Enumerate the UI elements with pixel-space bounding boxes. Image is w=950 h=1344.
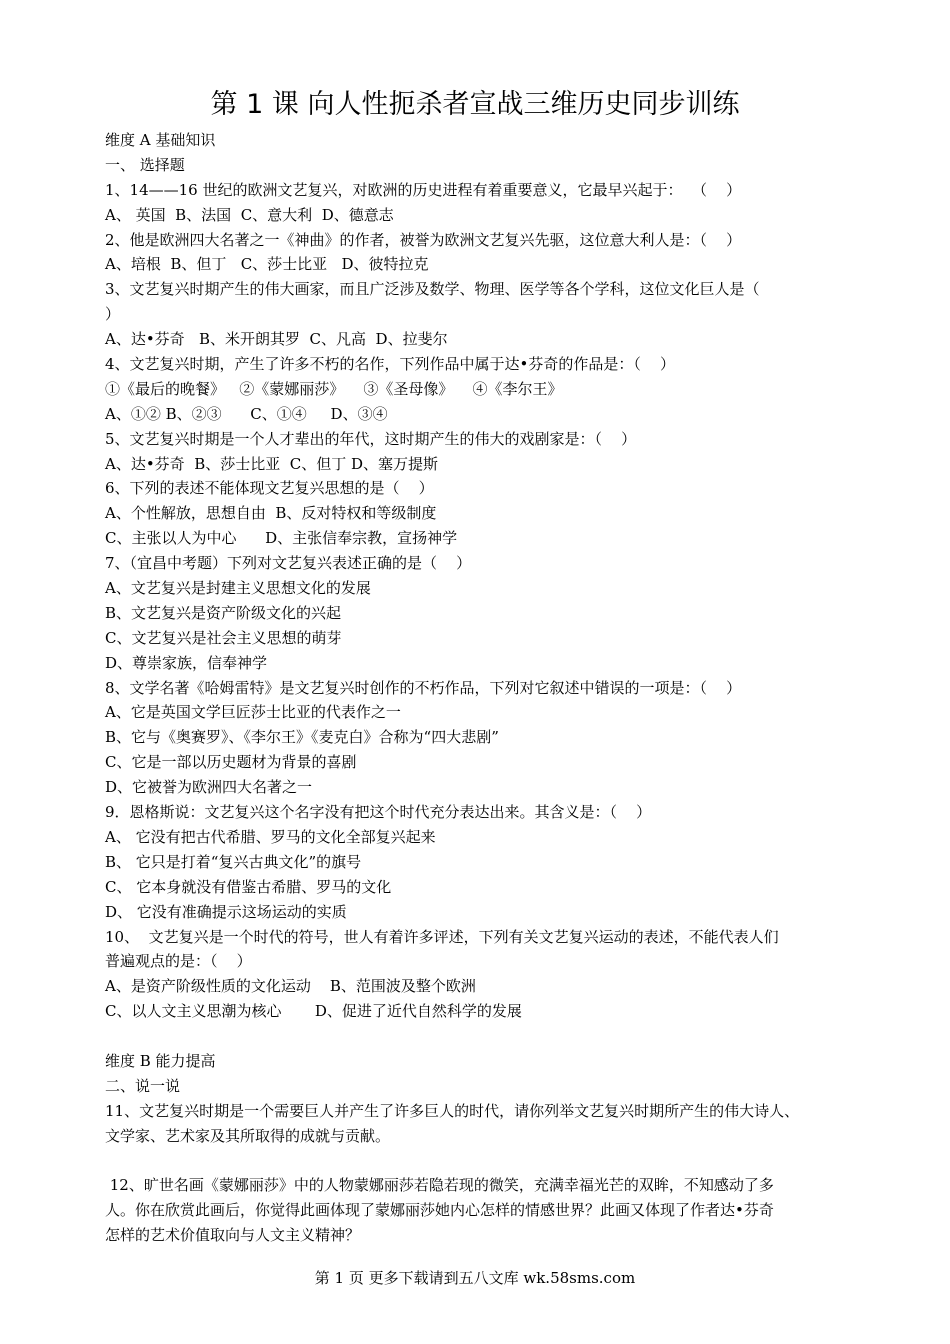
text-line: D、尊崇家族，信奉神学 (105, 653, 268, 672)
text-line: 人。你在欣赏此画后，你觉得此画体现了蒙娜丽莎她内心怎样的情感世界？此画又体现了作者达•芬奇 (105, 1201, 774, 1220)
text-line: A、文艺复兴是封建主义思想文化的发展 (105, 579, 371, 598)
section-a-heading: 维度 A 基础知识 (105, 131, 216, 149)
text-line: 10、 文艺复兴是一个时代的符号，世人有着许多评述，下列有关文艺复兴运动的表述，不能代表人们 (105, 927, 779, 946)
text-line: ） (105, 305, 121, 324)
text-line: ①《最后的晚餐》 ②《蒙娜丽莎》 ③《圣母像》 ④《李尔王》 (105, 379, 563, 398)
text-line: 9．恩格斯说：文艺复兴这个名字没有把这个时代充分表达出来。其含义是：（ ） (105, 803, 652, 822)
text-line: 1、14——16 世纪的欧洲文艺复兴，对欧洲的历史进程有着重要意义，它最早兴起于： （ ） (105, 180, 742, 199)
text-line: C、以人文主义思潮为核心 D、促进了近代自然科学的发展 (105, 1002, 522, 1021)
section-a-part-label: 一、 选择题 (105, 155, 185, 174)
text-line: 5、文艺复兴时期是一个人才辈出的年代，这时期产生的伟大的戏剧家是：（ ） (105, 429, 637, 448)
text-line: A、 英国 B、法国 C、意大利 D、德意志 (105, 205, 394, 224)
document-body (105, 128, 875, 1248)
text-line: C、主张以人为中心 D、主张信奉宗教，宣扬神学 (105, 529, 458, 548)
page-title: 第 1 课 向人性扼杀者宣战三维历史同步训练 (210, 89, 740, 120)
text-line: D、它被誉为欧洲四大名著之一 (105, 778, 313, 797)
section-b-part-label: 二、说一说 (105, 1076, 181, 1095)
text-line: A、个性解放，思想自由 B、反对特权和等级制度 (105, 504, 437, 523)
text-line: B、 它只是打着“复兴古典文化”的旗号 (105, 852, 362, 871)
section-b-heading: 维度 B 能力提高 (105, 1051, 216, 1070)
text-line: 11、文艺复兴时期是一个需要巨人并产生了许多巨人的时代，请你列举文艺复兴时期所产生的伟大诗人、 (105, 1101, 800, 1120)
section-a-questions (105, 178, 875, 1024)
text-line: 6、下列的表述不能体现文艺复兴思想的是（ ） (105, 479, 434, 498)
text-line: A、 它没有把古代希腊、罗马的文化全部复兴起来 (105, 827, 436, 846)
text-line: A、①② B、②③ C、①④ D、③④ (105, 404, 388, 423)
blank-line (105, 1149, 875, 1174)
text-line: 2、他是欧洲四大名著之一《神曲》的作者，被誉为欧洲文艺复兴先驱，这位意大利人是：（ ） (105, 230, 742, 249)
text-line: A、培根 B、但丁 C、莎士比亚 D、彼特拉克 (105, 255, 429, 274)
text-line: B、它与《奥赛罗》、《李尔王》《麦克白》合称为“四大悲剧” (105, 728, 499, 747)
text-line: B、文艺复兴是资产阶级文化的兴起 (105, 603, 342, 622)
page-footer: 第 1 页 更多下载请到五八文库 wk.58sms.com (314, 1269, 636, 1287)
text-line: D、 它没有准确提示这场运动的实质 (105, 902, 347, 921)
text-line: 怎样的艺术价值取向与人文主义精神？ (105, 1226, 361, 1245)
text-line: 4、文艺复兴时期，产生了许多不朽的名作，下列作品中属于达•芬奇的作品是：（ ） (105, 355, 675, 374)
text-line: 文学家、艺术家及其所取得的成就与贡献。 (105, 1126, 391, 1145)
text-line: 3、文艺复兴时期产生的伟大画家，而且广泛涉及数学、物理、医学等各个学科，这位文化巨人是（ (105, 280, 760, 299)
question-11 (105, 1099, 875, 1149)
text-line: 普遍观点的是：（ ） (105, 952, 252, 971)
text-line: 7、（宜昌中考题）下列对文艺复兴表述正确的是（ ） (105, 554, 472, 573)
text-line: A、是资产阶级性质的文化运动 B、范围波及整个欧洲 (105, 977, 476, 996)
text-line: A、达•芬奇 B、莎士比亚 C、但丁 D、塞万提斯 (105, 454, 439, 473)
question-12 (105, 1173, 875, 1248)
text-line: C、 它本身就没有借鉴古希腊、罗马的文化 (105, 877, 392, 896)
text-line: 8、文学名著《哈姆雷特》是文艺复兴时创作的不朽作品，下列对它叙述中错误的一项是：（ ） (105, 678, 742, 697)
text-line: 12、旷世名画《蒙娜丽莎》中的人物蒙娜丽莎若隐若现的微笑，充满幸福光芒的双眸，不知感动了多 (105, 1176, 774, 1195)
text-line: C、文艺复兴是社会主义思想的萌芽 (105, 628, 342, 647)
text-line: C、它是一部以历史题材为背景的喜剧 (105, 753, 357, 772)
text-line: A、它是英国文学巨匠莎士比亚的代表作之一 (105, 703, 401, 722)
text-line: A、达•芬奇 B、米开朗其罗 C、凡高 D、拉斐尔 (105, 330, 448, 349)
blank-line (105, 1024, 875, 1049)
